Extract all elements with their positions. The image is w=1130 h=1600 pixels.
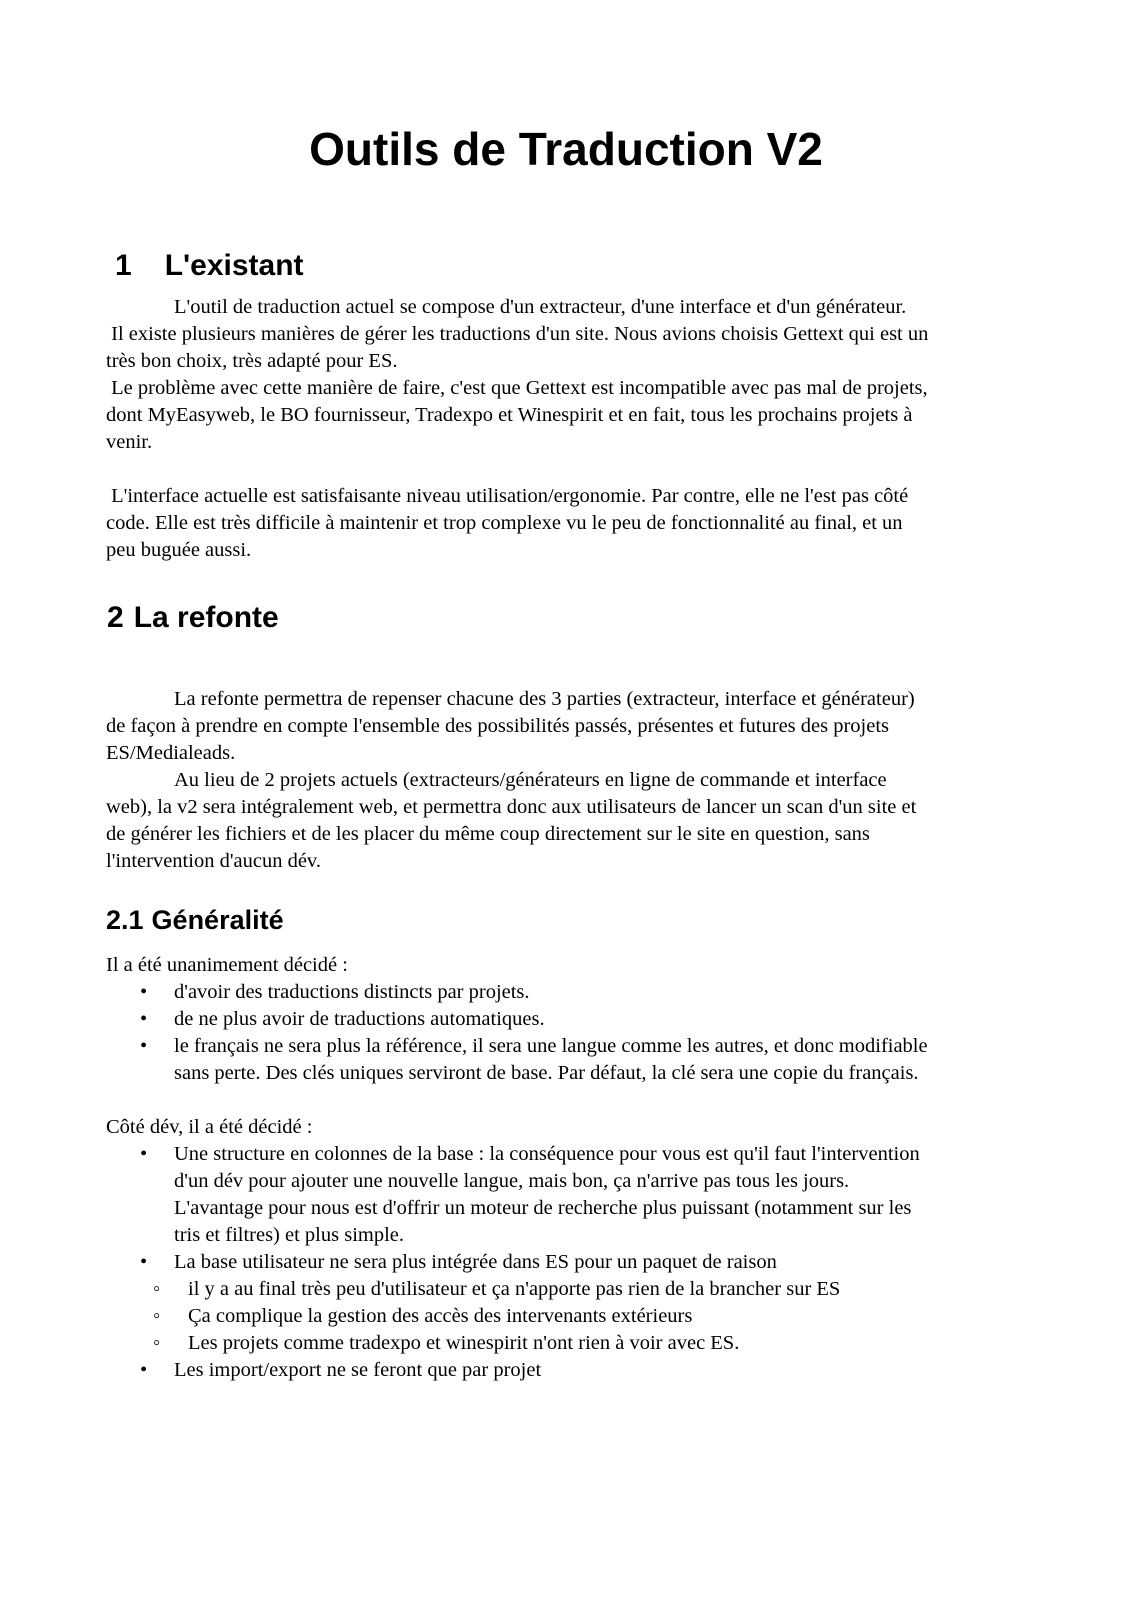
page-title: Outils de Traduction V2 xyxy=(309,123,823,175)
bullet-line: • de ne plus avoir de traductions automatiques. xyxy=(174,1008,545,1030)
decisions-list xyxy=(106,979,1026,1087)
bullet-item xyxy=(106,1141,1026,1249)
bullet-line: d'un dév pour ajouter une nouvelle langue, mais bon, ça n'arrive pas tous les jours. xyxy=(174,1170,850,1192)
paragraph xyxy=(106,483,1026,564)
paragraph-line: Le problème avec cette manière de faire, c'est que Gettext est incompatible avec pas mal de projets, xyxy=(106,377,928,399)
bullet-item xyxy=(106,979,1026,1006)
sub-bullet-list xyxy=(186,1276,1026,1357)
heading-label: La refonte xyxy=(133,601,279,634)
paragraph xyxy=(106,294,1026,456)
paragraph-line: ES/Medialeads. xyxy=(106,742,236,764)
blank-line xyxy=(106,456,1026,483)
heading-label: Généralité xyxy=(151,905,284,935)
paragraph-line: dont MyEasyweb, le BO fournisseur, Tradexpo et Winespirit et en fait, tous les prochains projets à xyxy=(106,404,913,426)
paragraph-line: web), la v2 sera intégralement web, et permettra donc aux utilisateurs de lancer un scan d'un site et xyxy=(106,796,917,818)
bullet-line: • d'avoir des traductions distincts par projets. xyxy=(174,981,530,1003)
sub-bullet-item xyxy=(153,1303,1026,1330)
dev-decisions-list xyxy=(106,1141,1026,1384)
section-1-heading xyxy=(106,248,1026,284)
bullet-item xyxy=(106,1357,1026,1384)
paragraph-line: de générer les fichiers et de les placer du même coup directement sur le site en question, sans xyxy=(106,823,870,845)
bullet-item xyxy=(106,1006,1026,1033)
blank-line xyxy=(106,1087,1026,1114)
sub-bullet-line: ◦ Les projets comme tradexpo et winespirit n'ont rien à voir avec ES. xyxy=(188,1332,740,1354)
bullet-line: L'avantage pour nous est d'offrir un moteur de recherche plus puissant (notamment sur les xyxy=(174,1197,912,1219)
paragraph-line: l'intervention d'aucun dév. xyxy=(106,850,321,872)
heading-number: 1 xyxy=(115,249,132,282)
paragraph-line: L'outil de traduction actuel se compose d'un extracteur, d'une interface et d'un générateur. xyxy=(174,296,907,318)
document-page xyxy=(0,122,1130,1600)
sub-bullet-line: ◦ Ça complique la gestion des accès des intervenants extérieurs xyxy=(188,1305,693,1327)
bullet-line: tris et filtres) et plus simple. xyxy=(174,1224,405,1246)
paragraph-line: peu buguée aussi. xyxy=(106,539,252,561)
paragraph-line: de façon à prendre en compte l'ensemble des possibilités passés, présentes et futures des projets xyxy=(106,715,890,737)
heading-label: L'existant xyxy=(164,249,304,282)
bullet-line: • Les import/export ne se feront que par projet xyxy=(174,1359,542,1381)
paragraph-line: L'interface actuelle est satisfaisante niveau utilisation/ergonomie. Par contre, elle ne l'est pas côté xyxy=(106,485,909,507)
paragraph-line: venir. xyxy=(106,431,153,453)
section-2-heading xyxy=(106,600,1026,636)
sub-bullet-item xyxy=(153,1276,1026,1303)
bullet-line: • Une structure en colonnes de la base : la conséquence pour vous est qu'il faut l'intervention xyxy=(174,1143,920,1165)
paragraph-line: très bon choix, très adapté pour ES. xyxy=(106,350,398,372)
paragraph xyxy=(106,767,1026,875)
intro-text: Côté dév, il a été décidé : xyxy=(106,1116,313,1138)
paragraph-line: Au lieu de 2 projets actuels (extracteurs/générateurs en ligne de commande et interface xyxy=(174,769,887,791)
paragraph-line: Il existe plusieurs manières de gérer les traductions d'un site. Nous avions choisis Gettext qui est un xyxy=(106,323,929,345)
heading-number: 2.1 xyxy=(106,905,144,935)
sub-bullet-item xyxy=(153,1330,1026,1357)
bullet-item xyxy=(106,1249,1026,1357)
bullet-line: • La base utilisateur ne sera plus intégrée dans ES pour un paquet de raison xyxy=(174,1251,777,1273)
bullet-line: • le français ne sera plus la référence, il sera une langue comme les autres, et donc modifiable xyxy=(174,1035,928,1057)
paragraph-line: code. Elle est très difficile à maintenir et trop complexe vu le peu de fonctionnalité au final, et un xyxy=(106,512,903,534)
paragraph xyxy=(106,686,1026,767)
bullet-line: sans perte. Des clés uniques serviront de base. Par défaut, la clé sera une copie du français. xyxy=(174,1062,919,1084)
sub-bullet-line: ◦ il y a au final très peu d'utilisateur et ça n'apporte pas rien de la brancher sur ES xyxy=(188,1278,841,1300)
intro-text: Il a été unanimement décidé : xyxy=(106,954,348,976)
paragraph-line: La refonte permettra de repenser chacune des 3 parties (extracteur, interface et générateur) xyxy=(174,688,915,710)
subsection-2-1-heading xyxy=(106,903,1026,937)
bullet-item xyxy=(106,1033,1026,1087)
heading-number: 2 xyxy=(107,601,124,634)
